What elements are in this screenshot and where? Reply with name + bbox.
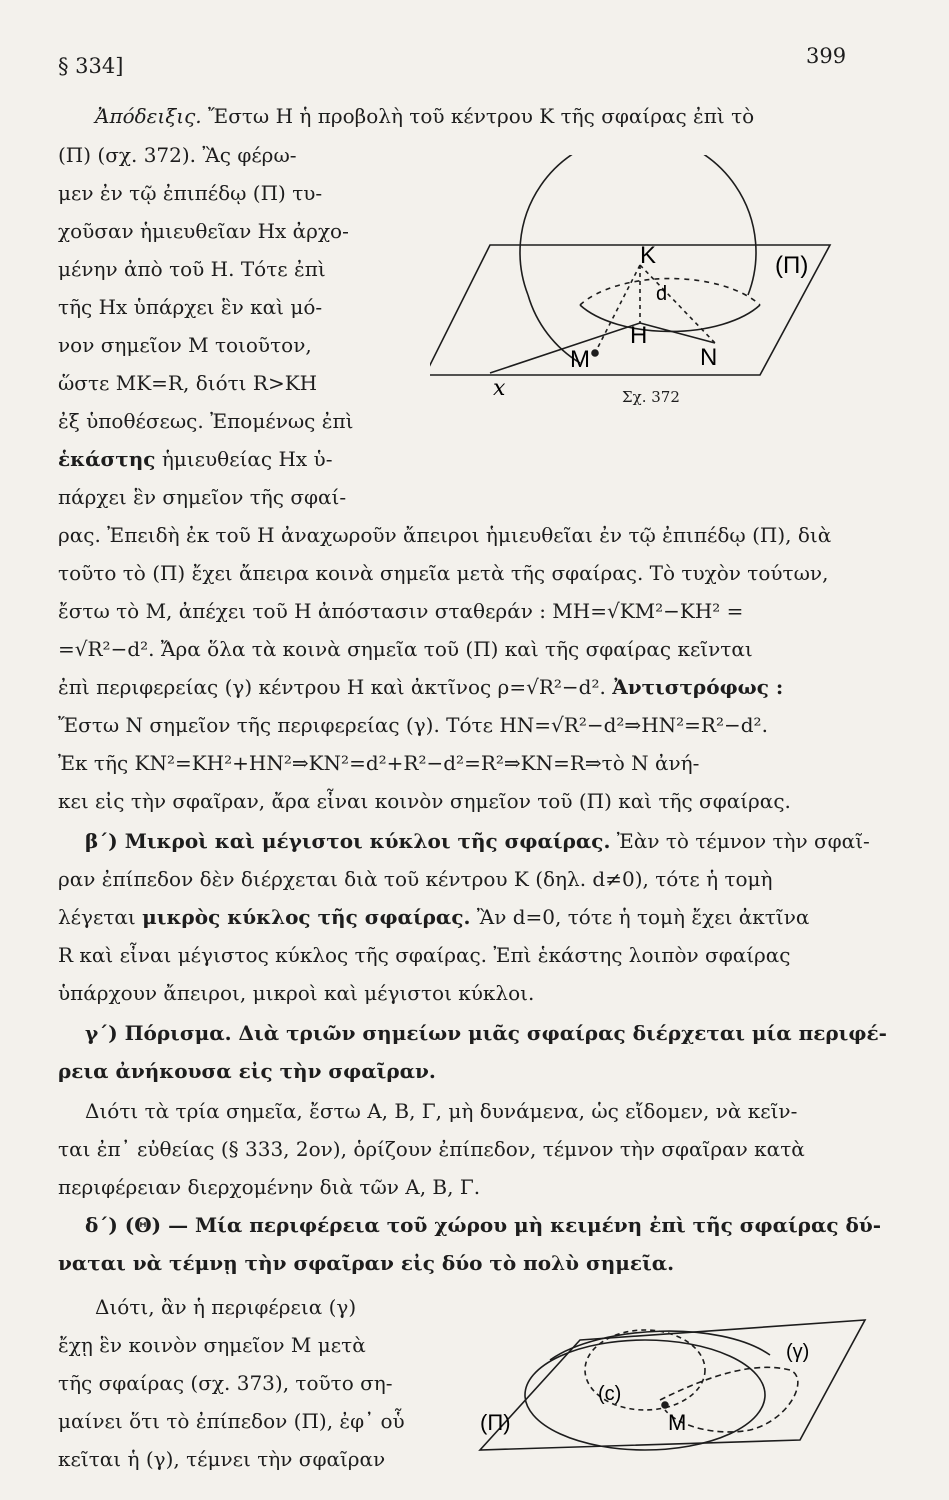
text-line: χοῦσαν ἡμιευθεῖαν Hx ἀρχο- (58, 219, 349, 243)
text-line: ραν ἐπίπεδον δὲν διέρχεται διὰ τοῦ κέντρου K (δηλ. d≠0), τότε ἡ τομὴ (58, 867, 773, 891)
text-line: =√R²−d². Ἄρα ὅλα τὰ κοινὰ σημεῖα τοῦ (Π) καὶ τῆς σφαίρας κεῖνται (58, 637, 753, 661)
gamma-heading: γ΄) Πόρισμα. Διὰ τριῶν σημείων μιᾶς σφαίρας διέρχεται μία περιφέ- (85, 1021, 887, 1045)
beta-heading-line (85, 829, 870, 853)
label-x: x (493, 376, 506, 401)
text-span: λέγεται (58, 905, 143, 929)
label-Pi: (Π) (775, 252, 809, 279)
text-line: ὑπάρχουν ἄπειροι, μικροὶ καὶ μέγιστοι κύκλοι. (58, 981, 535, 1005)
text-line: τοῦτο τὸ (Π) ἔχει ἄπειρα κοινὰ σημεῖα μετὰ τῆς σφαίρας. Τὸ τυχὸν τούτων, (58, 561, 829, 585)
text-line: ρας. Ἐπειδὴ ἐκ τοῦ H ἀναχωροῦν ἄπειροι ἡμιευθεῖαι ἐν τῷ ἐπιπέδῳ (Π), διὰ (58, 523, 832, 547)
text-line: τῆς σφαίρας (σχ. 373), τοῦτο ση- (58, 1371, 393, 1395)
text-line: Διότι, ἂν ἡ περιφέρεια (γ) (95, 1295, 357, 1319)
label-c: (c) (598, 1383, 622, 1405)
text-span: Ἂν d=0, τότε ἡ τομὴ ἔχει ἀκτῖνα (470, 905, 810, 929)
text-line: νον σημεῖον M τοιοῦτον, (58, 333, 312, 357)
text-line: Διότι τὰ τρία σημεῖα, ἔστω A, B, Γ, μὴ δυνάμενα, ὡς εἴδομεν, νὰ κεῖν- (85, 1099, 798, 1123)
bold-word: ἑκάστης (58, 447, 156, 471)
text-line: κεῖται ἡ (γ), τέμνει τὴν σφαῖραν (58, 1447, 386, 1471)
text-line: ται ἐπ᾽ εὐθείας (§ 333, 2ον), ὁρίζουν ἐπίπεδον, τέμνον τὴν σφαῖραν κατὰ (58, 1137, 805, 1161)
text-line: ἐξ ὑποθέσεως. Ἐπομένως ἐπὶ (58, 409, 354, 433)
text-line: (Π) (σχ. 372). Ἂς φέρω- (58, 143, 297, 167)
bold-term: μικρὸς κύκλος τῆς σφαίρας. (142, 905, 471, 929)
text-line: R καὶ εἶναι μέγιστος κύκλος τῆς σφαίρας. Ἐπὶ ἑκάστης λοιπὸν σφαίρας (58, 943, 791, 967)
text-line: κει εἰς τὴν σφαῖραν, ἄρα εἶναι κοινὸν σημεῖον τοῦ (Π) καὶ τῆς σφαίρας. (58, 789, 791, 813)
text-line: ἔστω τὸ M, ἀπέχει τοῦ H ἀπόστασιν σταθεράν : MH=√KM²−KH² = (58, 599, 744, 623)
text-line: μένην ἀπὸ τοῦ H. Τότε ἐπὶ (58, 257, 326, 281)
label-gamma: (γ) (786, 1341, 810, 1363)
text-line (58, 905, 809, 929)
label-M: M (570, 346, 590, 373)
proof-line-text: Ἔστω H ἡ προβολὴ τοῦ κέντρου K τῆς σφαίρας ἐπὶ τὸ (201, 104, 755, 128)
label-K: K (640, 242, 657, 269)
gamma-heading-cont: ρεια ἀνήκουσα εἰς τὴν σφαῖραν. (58, 1059, 436, 1083)
text-line: Ἔστω N σημεῖον τῆς περιφερείας (γ). Τότε HN=√R²−d²⇒HN²=R²−d². (58, 713, 768, 737)
label-M: M (668, 1410, 687, 1435)
section-reference: § 334] (58, 54, 124, 78)
delta-heading: δ΄) (Θ) — Μία περιφέρεια τοῦ χώρου μὴ κειμένη ἐπὶ τῆς σφαίρας δύ- (85, 1213, 882, 1237)
text-line (58, 675, 783, 699)
text-line: ἔχῃ ἓν κοινὸν σημεῖον M μετὰ (58, 1333, 366, 1357)
text-line: μαίνει ὅτι τὸ ἐπίπεδον (Π), ἐφ᾽ οὗ (58, 1409, 405, 1433)
proof-label: Ἀπόδειξις. (95, 104, 202, 128)
text-span: Ἐὰν τὸ τέμνον τὴν σφαῖ- (610, 829, 870, 853)
figure-372-caption: Σχ. 372 (622, 388, 680, 406)
text-line (58, 447, 332, 471)
proof-line (95, 104, 754, 128)
bold-word: Ἀντιστρόφως : (612, 675, 784, 699)
text-line: πάρχει ἓν σημεῖον τῆς σφαί- (58, 485, 347, 509)
label-Pi: (Π) (480, 1410, 511, 1435)
label-d: d (656, 283, 668, 305)
figure-373-sphere-circle (470, 1300, 870, 1480)
text-span: ἐπὶ περιφερείας (γ) κέντρου H καὶ ἀκτῖνος ρ=√R²−d². (58, 675, 613, 699)
text-line: περιφέρειαν διερχομένην διὰ τῶν A, B, Γ. (58, 1175, 481, 1199)
text-line: Ἐκ τῆς KN²=KH²+HN²⇒KN²=d²+R²−d²=R²⇒KN=R⇒τὸ N ἀνή- (58, 751, 700, 775)
text-line: ὥστε MK=R, διότι R>KH (58, 371, 318, 395)
figure-372-sphere-plane (430, 155, 870, 425)
text-span: ἡμιευθείας Hx ὑ- (155, 447, 333, 471)
text-line: τῆς Hx ὑπάρχει ἓν καὶ μό- (58, 295, 323, 319)
beta-heading: β΄) Μικροὶ καὶ μέγιστοι κύκλοι τῆς σφαίρας. (85, 829, 611, 853)
delta-heading-cont: ναται νὰ τέμνῃ τὴν σφαῖραν εἰς δύο τὸ πολὺ σημεῖα. (58, 1251, 675, 1275)
page-number: 399 (806, 44, 847, 68)
label-N: N (700, 344, 718, 371)
text-line: μεν ἐν τῷ ἐπιπέδῳ (Π) τυ- (58, 181, 323, 205)
label-H: H (630, 322, 648, 349)
